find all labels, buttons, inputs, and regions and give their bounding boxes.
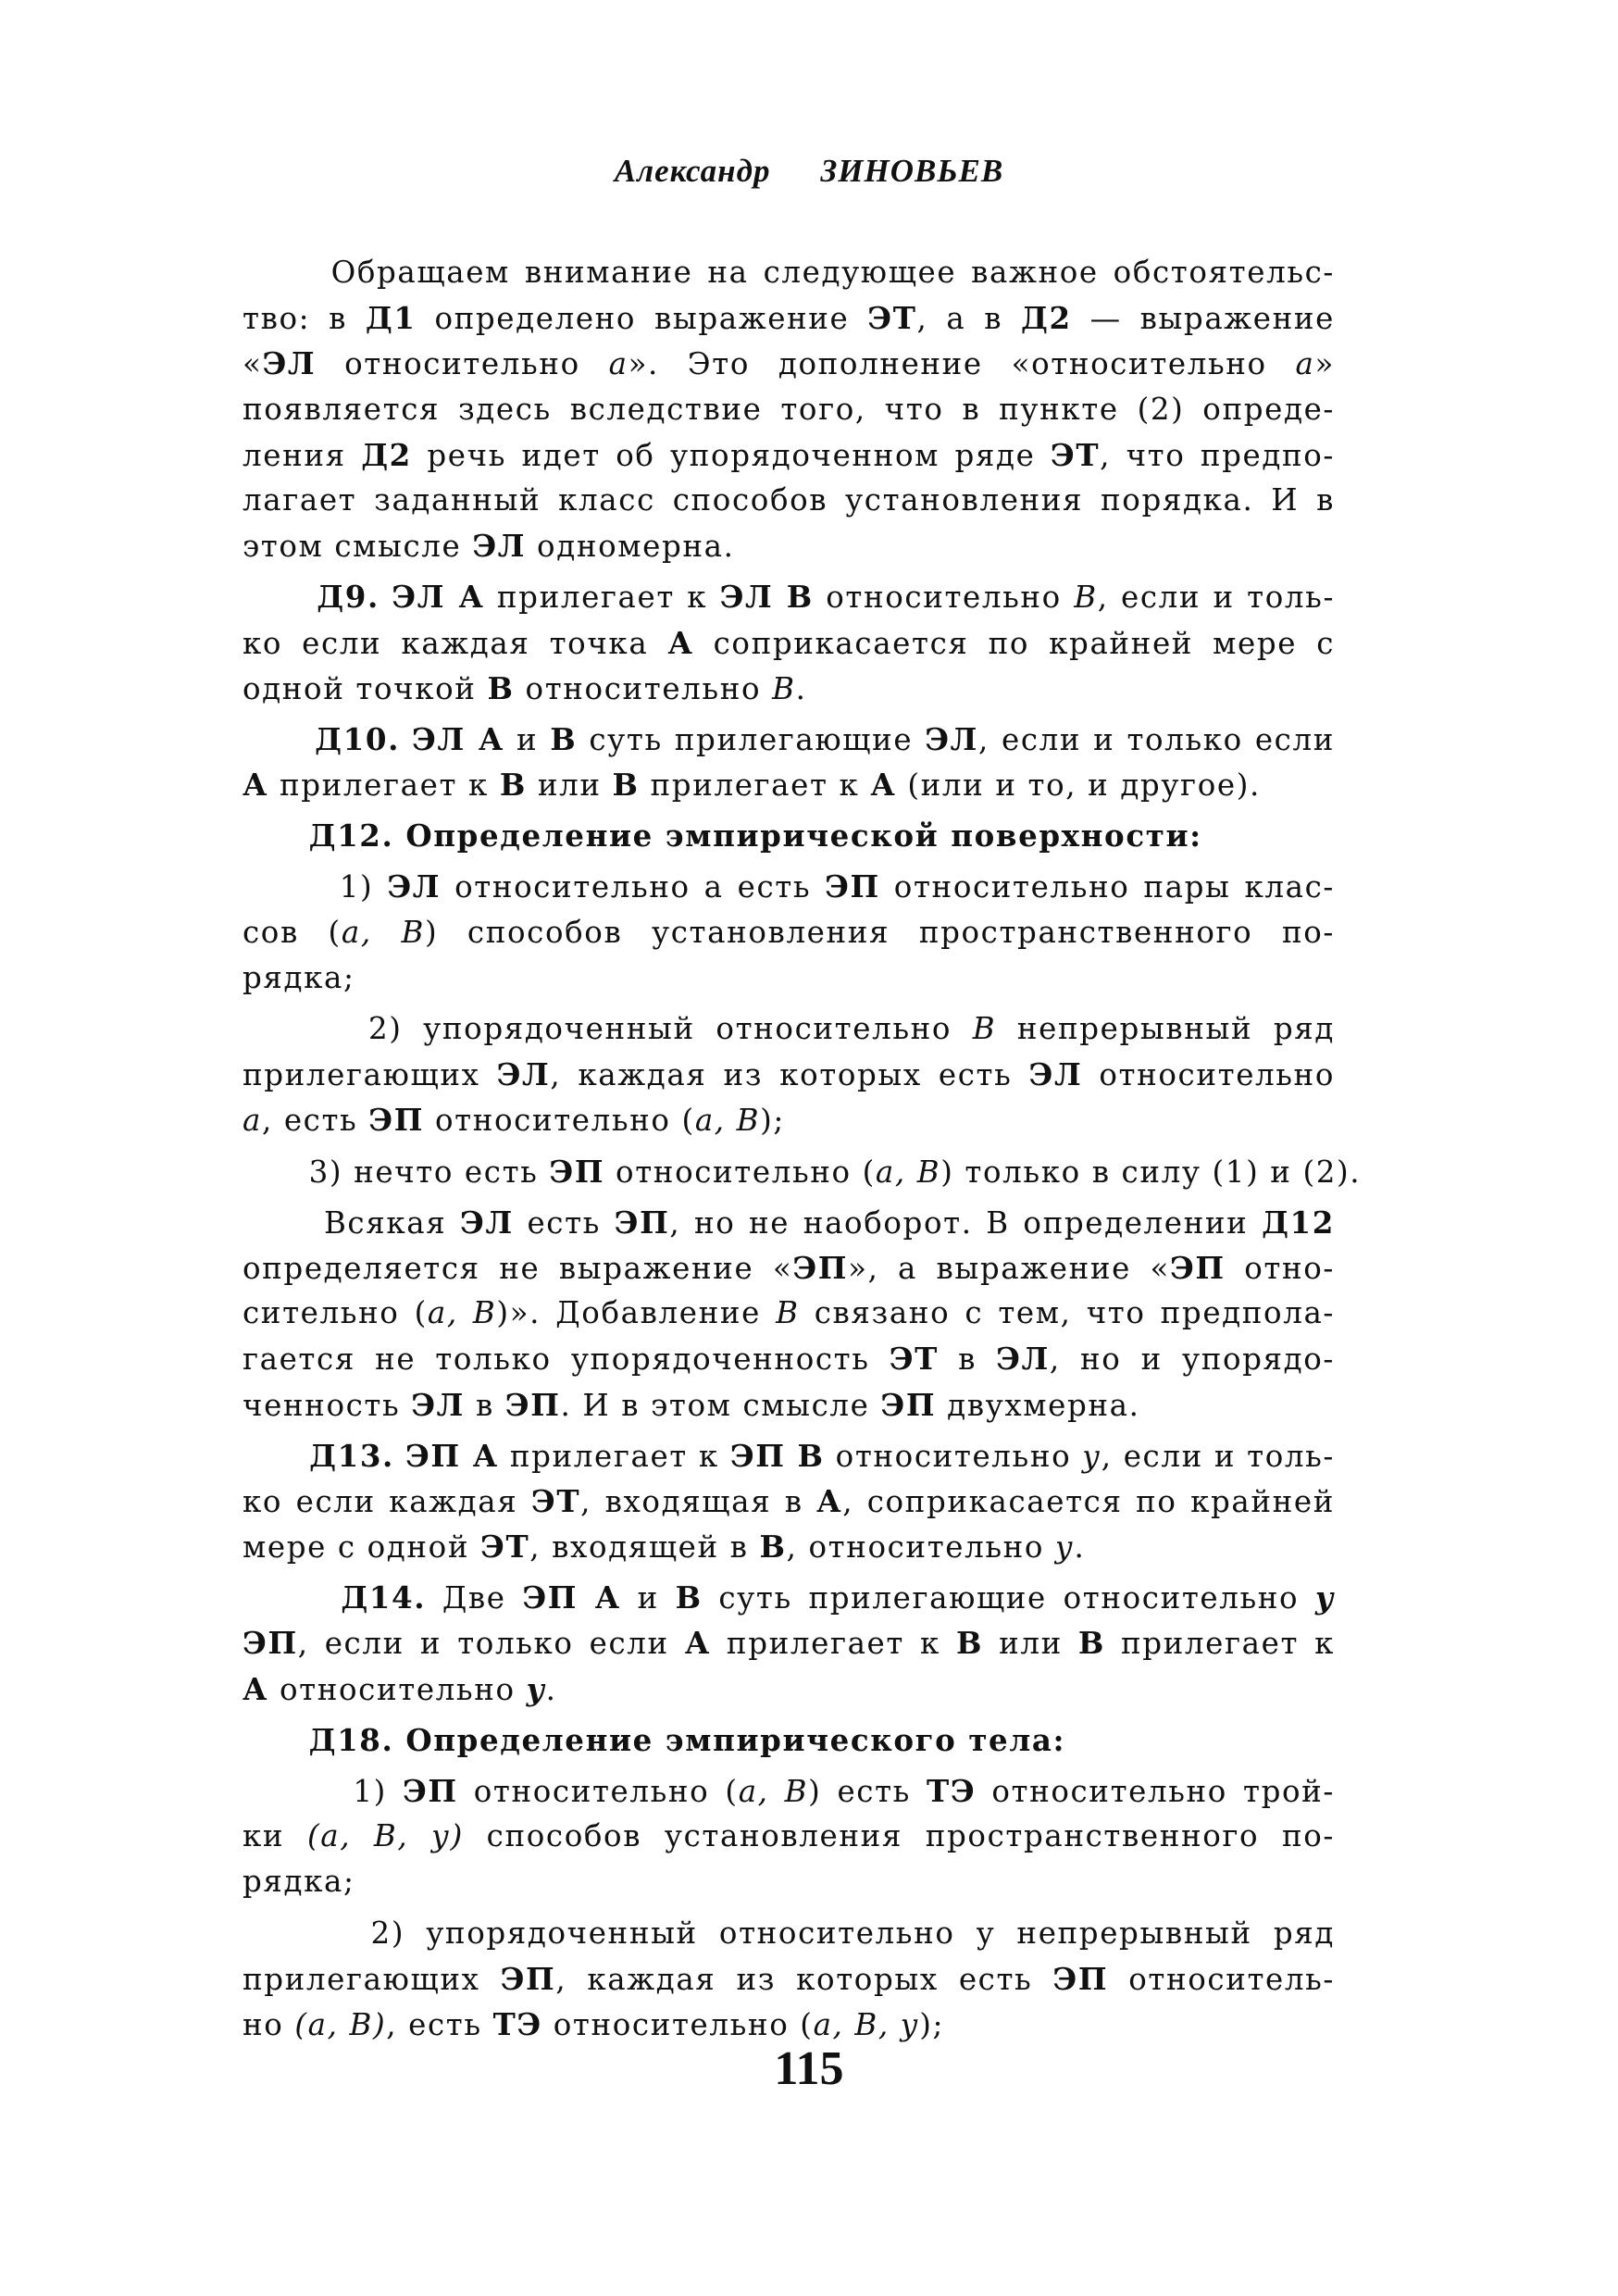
text-run: определяется не выражение « <box>243 1250 793 1286</box>
bold-text: ЭТ <box>530 1482 581 1519</box>
text-run: 1) <box>243 869 388 905</box>
text-run: суть прилегающие относительно <box>702 1580 1315 1616</box>
running-head <box>0 153 1618 190</box>
text-line <box>243 1956 1335 2002</box>
text-run: , если и только если <box>297 1626 685 1662</box>
bold-text: ТЭ <box>927 1773 977 1809</box>
text-run: сительно ( <box>243 1295 428 1331</box>
text-line <box>243 1382 1335 1428</box>
bold-text: ЭЛ В <box>719 579 814 616</box>
italic-text: В <box>776 1295 800 1331</box>
bold-text: ЭП <box>614 1204 670 1241</box>
text-line <box>243 813 1335 858</box>
text-run: прилегающих <box>243 1057 497 1093</box>
text-run: относительно <box>268 1671 527 1707</box>
bold-text: Д2 <box>361 436 412 473</box>
text-line <box>243 1814 1335 1859</box>
text-line <box>243 574 1335 619</box>
bold-text: ЭП <box>825 868 880 905</box>
running-head-author-last: ЗИНОВЬЕВ <box>820 153 1004 189</box>
text-line <box>243 523 1335 568</box>
text-run: Всякая <box>243 1204 460 1241</box>
text-run: прилегающих <box>243 1961 501 1997</box>
text-run: относительно трой- <box>976 1774 1335 1809</box>
text-line <box>243 1479 1335 1524</box>
text-line <box>243 1336 1335 1381</box>
text-run: или <box>526 767 613 804</box>
bold-text: Д2 <box>1020 300 1072 337</box>
text-run: . <box>545 1671 557 1707</box>
text-run: ки <box>243 1818 307 1854</box>
bold-text: А <box>667 624 694 661</box>
text-run: относитель- <box>1108 1961 1335 1997</box>
text-run: , каждая из которых есть <box>550 1057 1029 1093</box>
bold-text: ЭТ <box>1050 436 1101 473</box>
bold-text: ЭП <box>880 1386 937 1423</box>
text-run: 1) <box>243 1774 403 1809</box>
text-run: (или и то, и другое). <box>896 767 1261 804</box>
body-text <box>243 250 1362 2047</box>
text-line <box>243 1052 1335 1097</box>
text-run: , входящей в <box>529 1529 760 1566</box>
text-run: прилегает к <box>268 767 500 804</box>
bold-text: А <box>870 767 897 804</box>
text-run: появляется здесь вследствие того, что в пункте (2) опреде- <box>243 391 1335 427</box>
text-line <box>243 717 1335 762</box>
bold-text: ЭЛ <box>387 868 442 905</box>
text-run: , если и только если <box>978 721 1335 757</box>
text-run: 2) упорядоченный относительно у непрерывный ряд <box>243 1915 1335 1951</box>
bold-text: В <box>550 720 578 757</box>
text-run: определено выражение <box>416 301 868 337</box>
text-run: Две <box>426 1580 523 1616</box>
bold-text: В <box>675 1579 703 1616</box>
text-line <box>243 1006 1335 1052</box>
bold-text: ЭП <box>368 1102 425 1139</box>
paragraph <box>243 1149 1362 1194</box>
text-run: , но не наоборот. В определении <box>669 1204 1263 1241</box>
text-run: способов установления пространственного по- <box>463 1818 1336 1854</box>
bold-text: Д9. <box>317 579 380 616</box>
text-run: ); <box>919 2006 945 2042</box>
italic-text: а <box>608 346 629 382</box>
text-line <box>243 1524 1335 1569</box>
text-run: суть прилегающие <box>577 721 926 757</box>
text-line <box>243 1200 1335 1245</box>
text-run: двухмерна. <box>936 1387 1140 1423</box>
paragraph <box>243 717 1335 807</box>
text-run: — выражение <box>1071 301 1335 337</box>
text-run: прилегает к <box>484 580 720 616</box>
paragraph <box>243 250 1335 568</box>
italic-text: В <box>772 670 796 706</box>
bold-text: ЭЛ <box>472 528 527 565</box>
text-line <box>243 1768 1335 1814</box>
text-run: , если и толь- <box>1097 580 1336 616</box>
bold-text: ЭЛ <box>925 720 979 757</box>
paragraph <box>243 1768 1335 1905</box>
text-run: лагает заданный класс способов установления порядка. И в <box>243 481 1335 518</box>
text-run: прилегает к <box>498 1438 730 1474</box>
text-run <box>243 1439 309 1474</box>
bold-text: ЭЛ <box>496 1056 551 1093</box>
text-run: « <box>243 346 263 382</box>
bold-text: В <box>487 669 515 706</box>
bold-text: ЭТ <box>867 300 917 337</box>
text-run: , но и упорядо- <box>1049 1341 1335 1378</box>
text-run: рядка; <box>243 959 355 995</box>
text-line <box>243 955 1335 1001</box>
text-run: ); <box>760 1103 785 1139</box>
bold-text: ЭЛ <box>460 1204 514 1241</box>
text-run <box>394 1439 405 1474</box>
bold-text: ЭТ <box>889 1341 939 1378</box>
bold-text: ЭП <box>1169 1249 1226 1286</box>
bold-text: А <box>243 1670 269 1707</box>
running-head-author-first: Александр <box>614 153 771 189</box>
text-line <box>243 295 1335 341</box>
text-run: прилегает к <box>1104 1626 1335 1662</box>
text-run: относительно ( <box>541 2006 814 2042</box>
italic-text: у <box>1082 1438 1101 1474</box>
text-run: 2) упорядоченный относительно <box>243 1011 973 1046</box>
text-run <box>243 722 315 757</box>
text-run: , есть <box>386 2006 493 2042</box>
bold-text: у <box>1314 1579 1335 1616</box>
text-run: )». Добавление <box>496 1295 777 1331</box>
text-run: , если и толь- <box>1101 1438 1336 1474</box>
italic-text: а, В <box>738 1774 809 1809</box>
text-run: непрерывный ряд <box>996 1011 1335 1046</box>
bold-text: ЭП <box>792 1249 849 1286</box>
paragraph <box>243 1717 1335 1763</box>
text-run: относительно пары клас- <box>879 869 1335 905</box>
bold-text: ЭЛ <box>1028 1056 1083 1093</box>
text-run: и <box>504 721 551 757</box>
text-line <box>243 387 1335 432</box>
text-run: прилегает к <box>639 767 871 804</box>
text-line <box>243 1291 1335 1336</box>
italic-text: а, В <box>427 1295 497 1331</box>
text-run: , а в <box>916 301 1021 337</box>
bold-text: ЭП <box>243 1625 298 1662</box>
paragraph <box>243 813 1335 858</box>
text-line <box>243 910 1335 955</box>
text-run: сов ( <box>243 914 342 950</box>
text-run: относительно ( <box>604 1154 876 1190</box>
bold-text: Д18. Определение эмпирического тела: <box>308 1721 1066 1758</box>
text-run: соприкасается по крайней мере с <box>693 625 1335 661</box>
bold-text: ЭП <box>402 1773 458 1809</box>
text-run <box>243 818 309 854</box>
text-run: ». Это дополнение «относительно <box>628 346 1296 382</box>
page-number: 115 <box>774 2042 844 2095</box>
bold-text: Д1 <box>365 300 417 337</box>
paragraph <box>243 1200 1335 1428</box>
text-run: относительно <box>813 580 1075 616</box>
italic-text: В <box>1074 580 1098 616</box>
text-run: прилегает к <box>710 1626 956 1662</box>
text-run: гается не только упорядоченность <box>243 1341 890 1378</box>
text-line <box>243 1097 1335 1142</box>
text-run: речь идет об упорядоченном ряде <box>411 437 1051 473</box>
text-run <box>243 580 317 615</box>
text-run <box>243 1723 309 1758</box>
text-run <box>400 722 412 757</box>
text-run: одномерна. <box>526 529 735 565</box>
bold-text: ЭП <box>500 1960 556 1997</box>
text-run: . И в этом смысле <box>560 1387 881 1423</box>
text-line <box>243 1433 1335 1479</box>
text-run: ко если каждая <box>243 1483 531 1519</box>
bold-text: ЭП А <box>404 1437 499 1474</box>
text-line <box>243 864 1335 909</box>
text-line <box>243 1859 1335 1904</box>
text-run: Обращаем внимание на следующее важное обстоятельс- <box>243 255 1335 290</box>
text-line <box>243 1149 1362 1194</box>
text-run: относительно <box>514 670 773 706</box>
italic-text: а, В <box>875 1154 941 1190</box>
paragraph <box>243 864 1335 1001</box>
text-run: относительно а есть <box>441 869 826 905</box>
bold-text: ЭЛ <box>996 1341 1050 1378</box>
bold-text: ЭЛ А <box>412 720 504 757</box>
bold-text: ЭП А <box>522 1579 621 1616</box>
text-line <box>243 1717 1335 1763</box>
text-run: относительно <box>1082 1057 1335 1093</box>
text-run: », а выражение « <box>848 1250 1170 1286</box>
text-run: . <box>795 670 807 706</box>
text-run: относительно <box>316 346 609 382</box>
paragraph <box>243 574 1335 711</box>
text-run: 3) нечто есть <box>243 1154 550 1190</box>
bold-text: ТЭ <box>492 2005 542 2042</box>
bold-text: ЭП <box>1052 1960 1109 1997</box>
text-run: ) есть <box>808 1774 927 1809</box>
text-line <box>243 432 1335 478</box>
text-line <box>243 1911 1335 1956</box>
bold-text: Д13. <box>309 1437 394 1474</box>
bold-text: Д12 <box>1262 1204 1335 1241</box>
paragraph <box>243 1433 1335 1570</box>
text-run: , каждая из которых есть <box>555 1961 1053 1997</box>
bold-text: у <box>526 1670 546 1707</box>
text-line <box>243 666 1335 711</box>
bold-text: Д14. <box>341 1579 427 1616</box>
text-run: и <box>620 1580 676 1616</box>
bold-text: ЭЛ А <box>392 579 485 616</box>
text-run <box>243 1580 341 1616</box>
text-run: . <box>1074 1529 1086 1566</box>
bold-text: ЭЛ <box>411 1386 466 1423</box>
text-run <box>380 580 392 615</box>
text-line <box>243 2002 1335 2047</box>
italic-text: а, В <box>694 1103 761 1139</box>
text-run: отно- <box>1225 1250 1335 1286</box>
italic-text: а <box>243 1103 262 1139</box>
text-line <box>243 250 1335 295</box>
text-line <box>243 620 1335 666</box>
text-run: относительно <box>824 1438 1083 1474</box>
text-run: ченность <box>243 1387 412 1423</box>
bold-text: ЭТ <box>480 1529 530 1566</box>
text-run: » <box>1314 346 1336 382</box>
text-line <box>243 762 1335 807</box>
text-run: в <box>465 1387 505 1423</box>
italic-text: В <box>972 1011 997 1046</box>
text-line <box>243 478 1335 523</box>
italic-text: (а, В, у) <box>306 1818 464 1854</box>
text-line <box>243 1245 1335 1291</box>
bold-text: В <box>612 767 640 804</box>
bold-text: Д12. Определение эмпирической поверхности: <box>308 817 1202 855</box>
text-line <box>243 1575 1335 1620</box>
text-line <box>243 341 1335 386</box>
text-run: в <box>938 1341 997 1378</box>
text-run: , относительно <box>786 1529 1056 1566</box>
italic-text: а, В, у <box>813 2006 920 2042</box>
bold-text: В <box>499 767 527 804</box>
italic-text: а, В <box>341 914 425 950</box>
text-run: , соприкасается по крайней <box>842 1483 1335 1519</box>
paragraph <box>243 1575 1335 1712</box>
text-run: ко если каждая точка <box>243 625 668 661</box>
bold-text: А <box>684 1625 711 1662</box>
text-run: есть <box>513 1204 615 1241</box>
text-run: мере с одной <box>243 1529 481 1566</box>
text-line <box>243 1666 1335 1712</box>
text-run: относительно ( <box>424 1103 695 1139</box>
text-run: ) только в силу (1) и (2). <box>940 1154 1362 1190</box>
bold-text: А <box>243 767 269 804</box>
text-run: одной точкой <box>243 670 488 706</box>
text-run: ) способов установления пространственного по- <box>424 914 1335 950</box>
text-run: , что предпо- <box>1100 437 1335 473</box>
bold-text: ЭП В <box>729 1437 825 1474</box>
bold-text: В <box>955 1625 984 1662</box>
text-run: этом смысле <box>243 529 473 565</box>
text-run: ления <box>243 437 362 473</box>
text-run: рядка; <box>243 1864 355 1900</box>
text-run: относительно ( <box>457 1774 739 1809</box>
text-run: или <box>983 1626 1078 1662</box>
bold-text: Д10. <box>315 720 401 757</box>
text-line <box>243 1620 1335 1666</box>
italic-text: а <box>1295 346 1315 382</box>
bold-text: ЭЛ <box>262 345 317 382</box>
text-run: но <box>243 2006 295 2042</box>
paragraph <box>243 1911 1335 2048</box>
bold-text: В <box>759 1529 787 1566</box>
italic-text: (а, В) <box>294 2006 387 2042</box>
text-run: , есть <box>261 1103 369 1139</box>
bold-text: А <box>816 1482 843 1519</box>
bold-text: ЭП <box>549 1153 605 1190</box>
paragraph <box>243 1006 1335 1143</box>
italic-text: у <box>1055 1529 1075 1566</box>
text-run: , входящая в <box>580 1483 817 1519</box>
text-run: связано с тем, что предпола- <box>799 1295 1336 1331</box>
text-run: тво: в <box>243 301 366 337</box>
bold-text: В <box>1077 1625 1105 1662</box>
bold-text: ЭП <box>504 1386 561 1423</box>
